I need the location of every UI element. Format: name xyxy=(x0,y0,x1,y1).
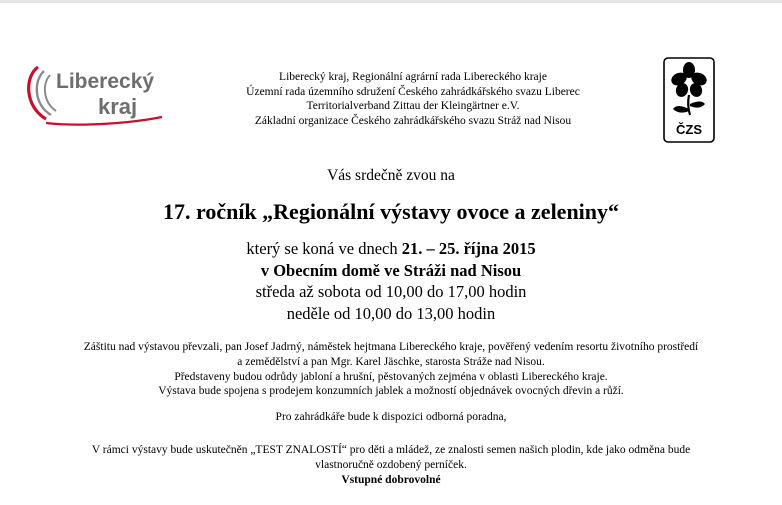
logo-word-liberecky: Liberecký xyxy=(56,70,155,93)
organizers-header xyxy=(182,70,644,128)
event-dates-line xyxy=(0,238,782,260)
test-line: vlastnoručně ozdobený perníček. xyxy=(315,458,467,471)
opening-hours-weekday: středa až sobota od 10,00 do 17,00 hodin xyxy=(255,282,527,301)
test-line: V rámci výstavy bude uskutečněn „TEST ZNALOSTÍ“ pro děti a mládež, ze znalosti semen našich plodin, kde jako odměna bude xyxy=(91,443,691,456)
description-line: Výstava bude spojena s prodejem konzumních jablek a možností objednávek ovocných dřevin a růží. xyxy=(158,385,624,398)
logo-word-kraj: kraj xyxy=(98,94,138,119)
event-dates: 21. – 25. října 2015 xyxy=(401,239,536,258)
liberecky-kraj-logo xyxy=(22,63,172,129)
czs-logo-graphic xyxy=(663,57,715,143)
description-line: a zemědělství a pan Mgr. Karel Jäschke, starosta Stráže nad Nisou. xyxy=(237,355,545,368)
czs-logo xyxy=(663,57,715,143)
advisory-line: Pro zahrádkáře bude k dispozici odborná poradna, xyxy=(275,411,507,424)
top-border xyxy=(0,0,782,3)
organizer-line: Územní rada územního sdružení Českého zahrádkářského svazu Liberec xyxy=(246,85,580,98)
organizer-line: Základní organizace Českého zahrádkářského svazu Stráž nad Nisou xyxy=(254,114,572,127)
description-line: Představeny budou odrůdy jabloní a hrušní, pěstovaných zejména v oblasti Libereckého kraje. xyxy=(174,370,608,383)
czs-logo-text: ČZS xyxy=(676,122,702,137)
event-info xyxy=(0,238,782,324)
description-line: Záštitu nad výstavou převzali, pan Josef Jadrný, náměstek hejtmana Libereckého kraje, pověřený vedením resortu životního prostředí xyxy=(83,341,699,353)
event-dates-prefix: který se koná ve dnech xyxy=(246,239,402,258)
event-venue: v Obecním domě ve Stráži nad Nisou xyxy=(260,260,522,280)
organizer-line: Territorialverband Zittau der Kleingärtner e.V. xyxy=(306,100,520,112)
liberecky-kraj-logo-graphic xyxy=(22,63,172,129)
exhibition-title: 17. ročník „Regionální výstavy ovoce a zeleniny“ xyxy=(162,199,620,224)
event-description xyxy=(22,340,760,487)
admission-note: Vstupné dobrovolné xyxy=(341,473,441,486)
organizer-line: Liberecký kraj, Regionální agrární rada Libereckého kraje xyxy=(279,71,547,83)
opening-hours-sunday: neděle od 10,00 do 13,00 hodin xyxy=(286,303,496,323)
invitation-line: Vás srdečně zvou na xyxy=(327,167,455,184)
